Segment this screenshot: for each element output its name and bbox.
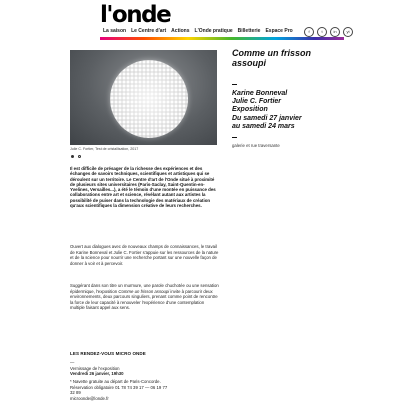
nav-item-centre-d-art[interactable]: Le Centre d'art — [131, 28, 167, 34]
exhibition-kind: Exposition — [232, 106, 268, 114]
twitter-icon[interactable]: t — [317, 27, 327, 37]
rainbow-divider — [100, 37, 344, 40]
rendezvous-event — [70, 360, 240, 377]
nav-item-espace-pro[interactable]: Espace Pro — [265, 28, 293, 34]
exhibition-title-inline: Comme un frisson assoupi — [118, 288, 170, 294]
nav-item-billetterie[interactable]: Billetterie — [237, 28, 261, 34]
nav-item-onde-pratique[interactable]: L'Onde pratique — [194, 28, 233, 34]
hero-image[interactable] — [70, 50, 217, 145]
slider-dot-2[interactable] — [78, 155, 81, 158]
paragraph-text: Suggérant dans son titre un murmure, une parole chuchotée ou une sensation épidermique, l'exposition — [70, 283, 219, 294]
event-date: Vendredi 26 janvier, 19h30 — [70, 371, 124, 377]
rendezvous-heading: LES RENDEZ-VOUS MICRO ONDE — [70, 351, 146, 356]
exhibition-venue: galerie et rue traversante — [232, 143, 280, 148]
rendezvous-info — [70, 379, 240, 401]
slider-dot-1[interactable] — [71, 155, 74, 158]
title-divider — [232, 84, 237, 85]
exhibition-dates-start: Du samedi 27 janvier — [232, 114, 302, 122]
nav-item-la-saison[interactable]: La saison — [103, 28, 127, 34]
intro-paragraph: Il est difficile de présager de la richesse des expériences et des échanges de savoirs techniques, scientifiques et artistiques qui se déroulent sur un territoire. Le Centre d'art de l'Onde situé à proximité de plusieurs sites universitaires (Paris-Saclay, Saint-Quentin-en-Yvelines, Versailles...), a été le témoin d'une montée en puissance des collaborations entre art et science, révélant autant aux artistes la possibilité de puiser dans la technologie des matériaux de création qu'aux scientifiques la dimension créative de leurs recherches. — [70, 166, 216, 209]
rendezvous-dash: — — [70, 360, 75, 365]
crystallization-artwork — [110, 60, 188, 138]
facebook-icon[interactable]: f — [304, 27, 314, 37]
artist-name-2: Julie C. Fortier — [232, 98, 282, 106]
exhibition-details — [232, 90, 302, 131]
instagram-icon[interactable]: in — [330, 27, 340, 37]
paragraph-text: invite à parcourir deux environnements, deux parcours singuliers, prenant comme point de rencontre la force de leur capacité à renouveler l'expérience d'une contemplation multiple faisant appel aux sens. — [70, 288, 218, 310]
shuttle-note: * Navette gratuite au départ de Paris-Concorde. — [70, 379, 161, 384]
exhibition-title: Comme un frisson assoupi — [232, 48, 312, 68]
nav-item-actions[interactable]: Actions — [171, 28, 190, 34]
hero-caption: Julie C. Fortier, Test de cristallisation, 2017 — [70, 147, 139, 151]
contact-email[interactable]: microonde@londe.fr — [70, 395, 109, 401]
body-paragraph-2 — [70, 283, 220, 311]
youtube-icon[interactable]: yt — [343, 27, 353, 37]
slider-dots — [71, 155, 81, 158]
artist-name-1: Karine Bonneval — [232, 90, 288, 97]
site-logo[interactable]: l'onde — [100, 2, 171, 28]
exhibition-dates-end: au samedi 24 mars — [232, 122, 295, 130]
social-links — [304, 27, 353, 37]
event-title: Vernissage de l'exposition — [70, 365, 120, 371]
reservation-phone-cont: 32 89 — [70, 390, 81, 396]
main-nav — [103, 28, 293, 34]
details-divider — [232, 137, 237, 138]
reservation-phone: Réservation obligatoire 01 78 74 39 17 — 06 19 77 — [70, 384, 168, 390]
body-paragraph-1: Ouvert aux dialogues avec de nouveaux champs de connaissances, le travail de Karine Bonneval et Julie C. Fortier s'appuie sur les ressources de la nature et de la science pour nourrir une recherche portant sur une nouvelle façon de donner à voir et à percevoir. — [70, 244, 219, 266]
